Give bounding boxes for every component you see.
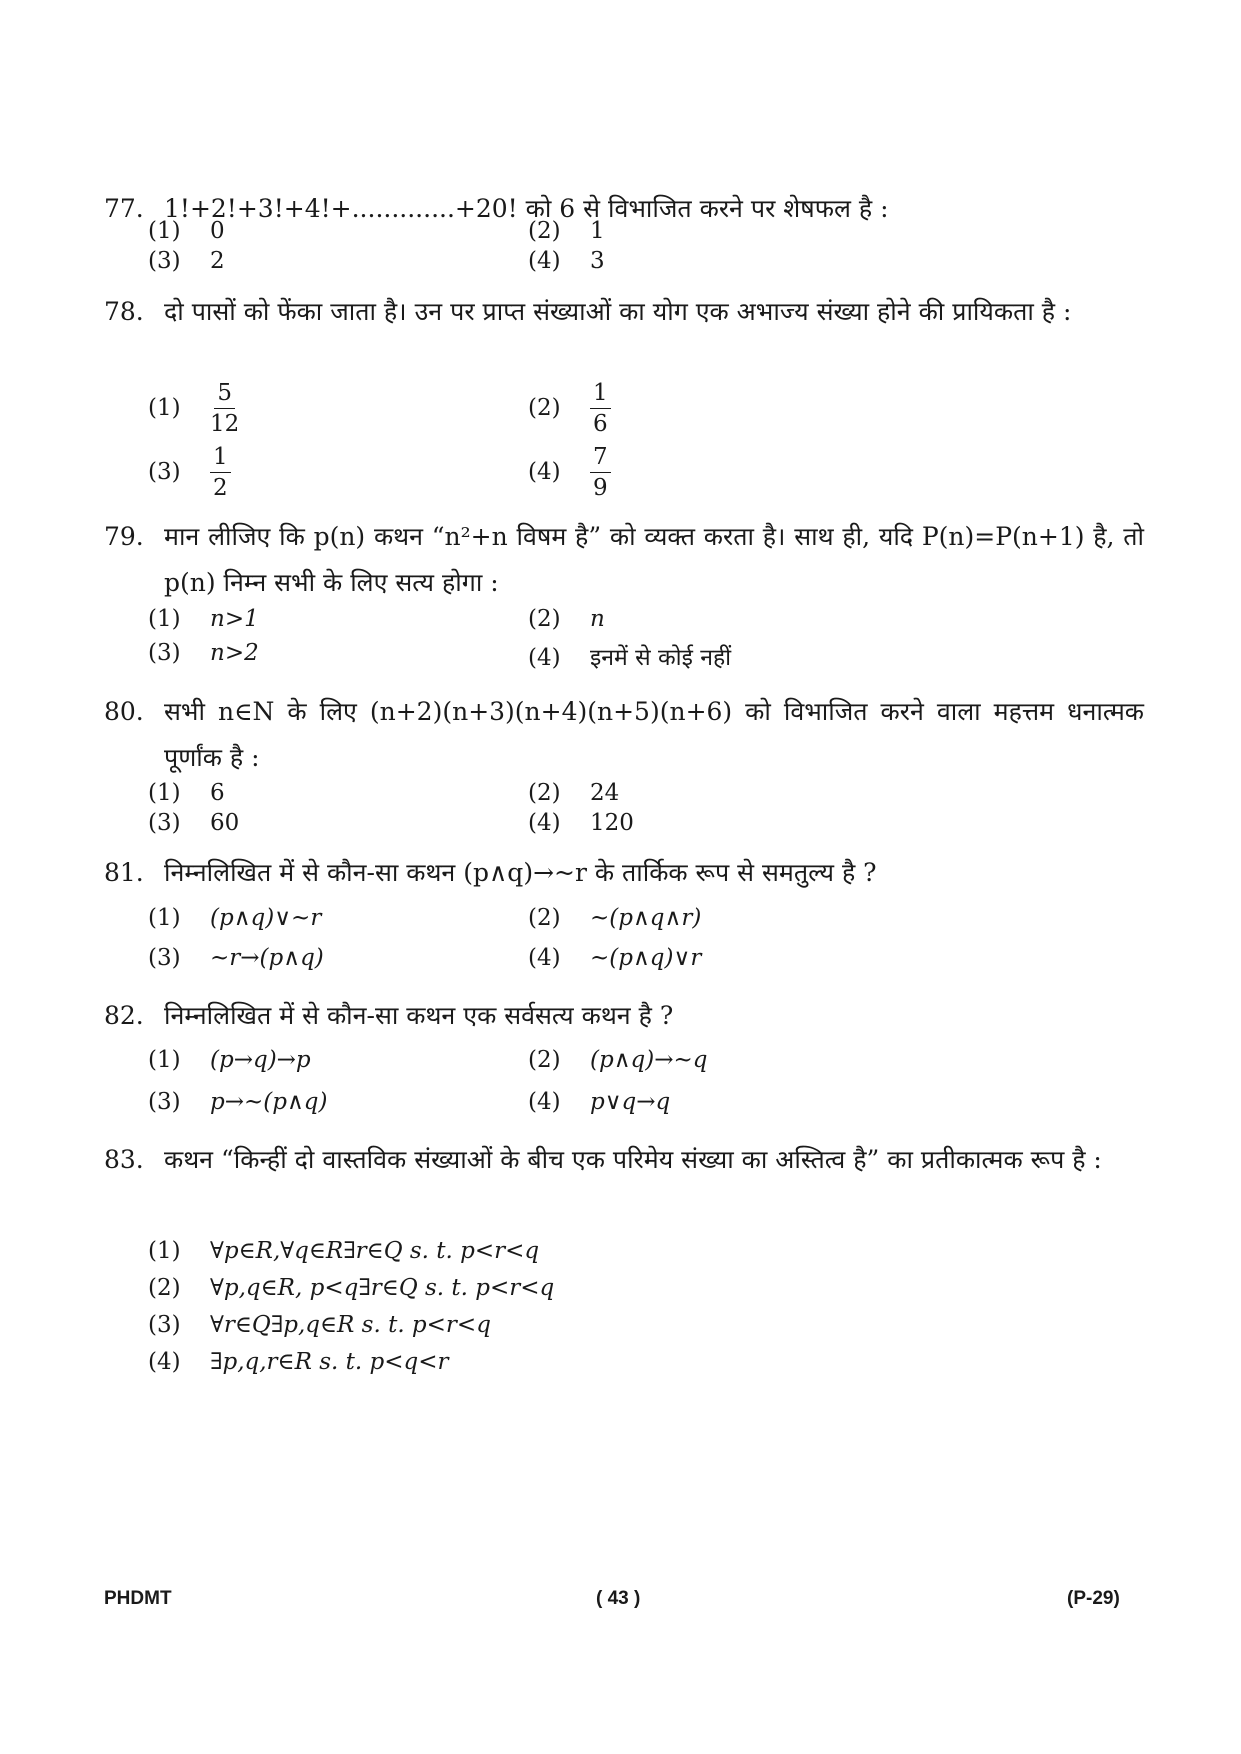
option-2: (2) $\frac{1}{6}$ — [528, 378, 611, 439]
question-79 — [104, 514, 1144, 606]
question-78 — [104, 289, 1144, 335]
option-3: (3) 2 — [148, 248, 225, 274]
option-2: (2) n — [528, 606, 605, 632]
fraction: $\frac{5}{12}$ — [210, 380, 240, 437]
option-2: (2) 1 — [528, 218, 605, 244]
option-3: (3) n>2 — [148, 640, 259, 666]
question-text: सभी n∈N के लिए (n+2)(n+3)(n+4)(n+5)(n+6) को विभाजित करने वाला महत्तम धनात्मक पूर्णांक है : — [164, 697, 1144, 772]
option-1: (1) 6 — [148, 780, 225, 806]
option-1: (1) (p∧q)∨~r — [148, 905, 322, 931]
option-4: (4) $\frac{7}{9}$ — [528, 442, 611, 503]
question-number: 83. — [104, 1145, 144, 1174]
option-1: (1) n>1 — [148, 606, 259, 632]
option-4: (4) p∨q→q — [528, 1089, 671, 1115]
page-number: ( 43 ) — [596, 1588, 641, 1609]
option-4: (4) ~(p∧q)∨r — [528, 945, 702, 971]
question-77 — [104, 186, 1144, 232]
question-text: निम्नलिखित में से कौन-सा कथन (p∧q)→~r के तार्किक रूप से समतुल्य है ? — [164, 858, 877, 887]
question-number: 78. — [104, 297, 144, 326]
option-1: (1) 0 — [148, 218, 225, 244]
option-2: (2) 24 — [528, 780, 620, 806]
option-1: (1) (p→q)→p — [148, 1047, 311, 1073]
option-4: (4) 120 — [528, 810, 634, 836]
option-1: (1) ∀p∈R,∀q∈R∃r∈Q s. t. p<r<q — [148, 1238, 540, 1264]
question-83 — [104, 1137, 1144, 1183]
question-text: मान लीजिए कि p(n) कथन “n²+n विषम है” को व्यक्त करता है। साथ ही, यदि P(n)=P(n+1) है, तो p(n) निम्न सभी के लिए सत्य होगा : — [164, 522, 1145, 597]
question-number: 79. — [104, 522, 144, 551]
question-number: 81. — [104, 858, 144, 887]
option-4: (4) ∃p,q,r∈R s. t. p<q<r — [148, 1349, 449, 1375]
option-3: (3) ~r→(p∧q) — [148, 945, 324, 971]
option-3: (3) p→~(p∧q) — [148, 1089, 328, 1115]
question-80 — [104, 689, 1144, 781]
fraction: $\frac{1}{6}$ — [590, 378, 611, 439]
option-2: (2) (p∧q)→~q — [528, 1047, 708, 1073]
question-text: 1!+2!+3!+4!+.............+20! को 6 से विभाजित करने पर शेषफल है : — [164, 194, 889, 223]
question-text: दो पासों को फेंका जाता है। उन पर प्राप्त संख्याओं का योग एक अभाज्य संख्या होने की प्रायिकता है : — [164, 297, 1072, 326]
question-81 — [104, 850, 1144, 896]
question-text: निम्नलिखित में से कौन-सा कथन एक सर्वसत्य कथन है ? — [164, 1001, 674, 1030]
option-4: (4) इनमें से कोई नहीं — [528, 645, 732, 671]
option-4: (4) 3 — [528, 248, 605, 274]
question-number: 77. — [104, 194, 144, 223]
question-number: 80. — [104, 697, 144, 726]
option-3: (3) $\frac{1}{2}$ — [148, 442, 231, 503]
footer-code: PHDMT — [104, 1588, 172, 1609]
option-1: (1) $\frac{5}{12}$ — [148, 380, 240, 437]
option-2: (2) ~(p∧q∧r) — [528, 905, 702, 931]
option-2: (2) ∀p,q∈R, p<q∃r∈Q s. t. p<r<q — [148, 1275, 555, 1301]
fraction: $\frac{1}{2}$ — [210, 442, 231, 503]
option-3: (3) ∀r∈Q∃p,q∈R s. t. p<r<q — [148, 1312, 491, 1338]
question-82 — [104, 993, 1144, 1039]
paper-code: (P-29) — [1067, 1588, 1120, 1609]
question-number: 82. — [104, 1001, 144, 1030]
fraction: $\frac{7}{9}$ — [590, 442, 611, 503]
option-3: (3) 60 — [148, 810, 240, 836]
question-text: कथन “किन्हीं दो वास्तविक संख्याओं के बीच एक परिमेय संख्या का अस्तित्व है” का प्रतीकात्मक रूप है : — [164, 1145, 1102, 1174]
